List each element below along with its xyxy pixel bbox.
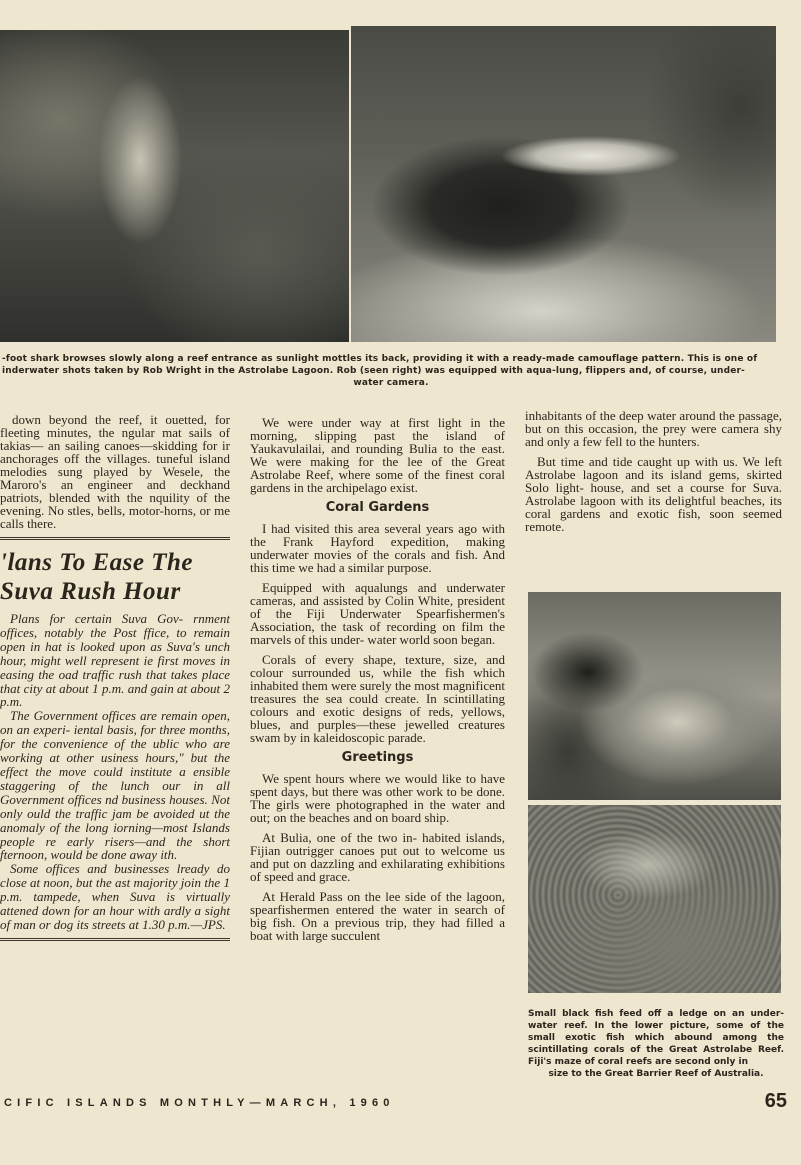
- column-left: [0, 413, 230, 941]
- box-paragraph: Plans for certain Suva Gov- rnment offices, notably the Post ffice, to remain open in hat is looked upon as Suva's unch hour, might well represent ie first moves in easing the oad traffic rush that takes place that city at about 1 p.m. and gain at about 2 p.m.: [0, 611, 230, 710]
- top-photo-caption: [2, 353, 780, 389]
- caption-text: Small black fish feed off a ledge on an under- water reef. In the lower picture, some of the small exotic fish which abound among the scintillating corals of the Great Astrolabe Reef. Fiji's maze of coral reefs are second only in: [528, 1009, 784, 1067]
- article-paragraph: Corals of every shape, texture, size, and colour surrounded us, while the fish which inhabited them were surely the most magnificent treasures the sea could create. In scintillating colours and exotic designs of reds, yellows, blues, and purples—these jewelled creatures swam by in kaleidoscopic parade.: [250, 652, 505, 745]
- box-title-line: 'lans To Ease The: [0, 549, 194, 576]
- subheading-greetings: Greetings: [341, 750, 414, 765]
- article-paragraph: We spent hours where we would like to have spent days, but there was other work to be done. The girls were photographed in the water and out; on the beaches and on board ship.: [250, 771, 505, 825]
- article-paragraph: At Herald Pass on the lee side of the lagoon, spearfishermen entered the water in search of big fish. On a previous trip, they had filled a boat with large succulent: [250, 889, 505, 943]
- box-top-rule: [0, 537, 230, 540]
- box-title-line: Suva Rush Hour: [0, 578, 181, 605]
- box-title: [0, 548, 230, 606]
- article-paragraph: We were under way at first light in the morning, slipping past the island of Yaukavulailai, and rounding Bulia to the east. We were making for the lee of the Great Astrolabe Reef, where some of the finest coral gardens in the archipelago exist.: [250, 415, 505, 495]
- article-paragraph: Equipped with aqualungs and underwater cameras, and assisted by Colin White, president of the Fiji Underwater Spearfishermen's Association, the task of recording on film the marvels of this under- water world soon began.: [250, 580, 505, 647]
- running-title: CIFIC ISLANDS MONTHLY—MARCH, 1960: [4, 1097, 395, 1109]
- box-body: [0, 612, 230, 932]
- side-photo-caption: [528, 1008, 784, 1080]
- coral-fish-photo: [528, 805, 781, 993]
- article-paragraph: down beyond the reef, it ouetted, for fleeting minutes, the ngular mat sails of takias— an sailing canoes—skidding for ir anchorages off the villages. tuneful island melodies sung played by Wesele, the Maroro's an engineer and deckhand patriots, blended with the nquility of the evening. No stles, bells, motor-horns, or me calls there.: [0, 412, 230, 531]
- box-bottom-rule: [0, 938, 230, 941]
- article-paragraph: I had visited this area several years ago with the Frank Hayford expedition, making underwater movies of the corals and fish. And this time we had a similar purpose.: [250, 521, 505, 575]
- diver-photo: [351, 26, 776, 342]
- caption-line: inderwater shots taken by Rob Wright in the Astrolabe Lagoon. Rob (seen right) was equipped with aqua-lung, flippers and, of course, under-: [2, 366, 745, 376]
- caption-line: water camera.: [353, 378, 429, 388]
- article-paragraph: At Bulia, one of the two in- habited islands, Fijian outrigger canoes put out to welcome us and put on dazzling and exhilarating exhibitions of speed and grace.: [250, 830, 505, 884]
- box-paragraph: The Government offices are remain open, on an experi- iental basis, for three months, for the convenience of the ublic who are working at other usiness hours," but the effect the move could institute a ensible staggering of the lunch our in all Government offices nd business houses. Not only ould the traffic jam be avoided ut the anomaly of the long iorning—most Islands people re early risers—and the short fternoon, would be done away ith.: [0, 708, 230, 863]
- article-paragraph: But time and tide caught up with us. We left Astrolabe lagoon and its island gems, skirted Solo light- house, and set a course for Suva. Astrolabe lagoon with its delightful beaches, its coral gardens and exotic fish, soon seemed remote.: [525, 454, 782, 534]
- page-footer: [0, 1090, 801, 1118]
- caption-text: size to the Great Barrier Reef of Australia.: [548, 1069, 764, 1079]
- subheading-coral-gardens: Coral Gardens: [325, 500, 430, 515]
- shark-photo: [0, 30, 349, 342]
- article-paragraph: inhabitants of the deep water around the passage, but on this occasion, the prey were camera shy and only a few fell to the hunters.: [525, 408, 782, 449]
- box-paragraph: Some offices and businesses lready do close at noon, but the ast majority join the 1 p.m. tampede, when Suva is virtually attened down for an hour with ardly a sight of man or dog its streets at 1.30 p.m.—JPS.: [0, 861, 230, 932]
- column-right: [525, 409, 782, 540]
- black-fish-photo: [528, 592, 781, 800]
- page-number: 65: [764, 1090, 787, 1112]
- column-middle: [250, 416, 505, 949]
- caption-line: ‑foot shark browses slowly along a reef entrance as sunlight mottles its back, providing it with a ready-made camouflage pattern. This is one of: [2, 354, 758, 364]
